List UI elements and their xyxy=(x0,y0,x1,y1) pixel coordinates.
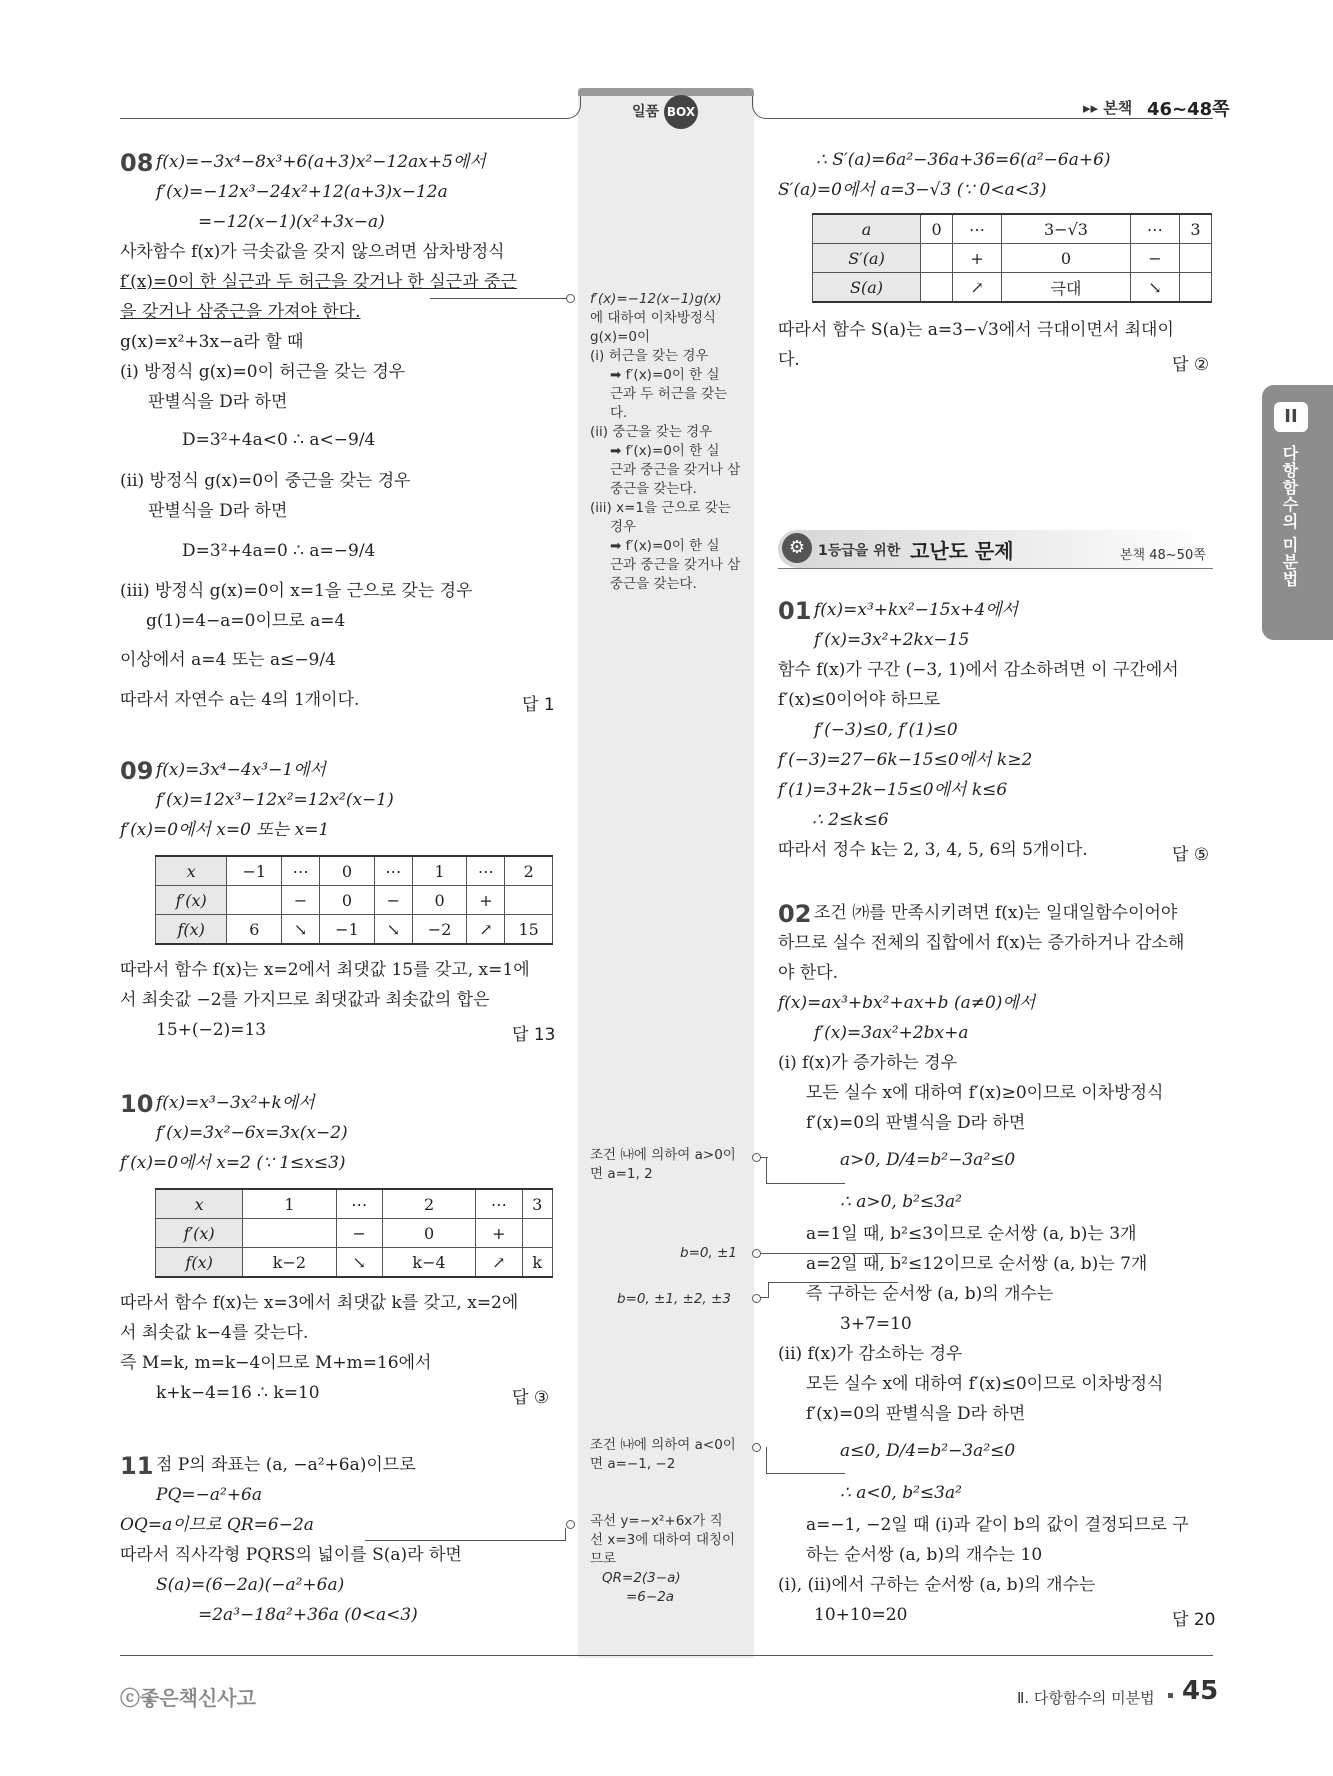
table-cell: k xyxy=(522,1248,553,1278)
table-cell: −1 xyxy=(320,915,375,945)
q01-line: f′(1)=3+2k−15≤0에서 k≤6 xyxy=(778,780,1008,800)
connector-dot xyxy=(566,1520,575,1529)
note-line: =6−2a xyxy=(626,1589,675,1605)
q02-line: f′(x)=3ax²+2bx+a xyxy=(814,1023,969,1043)
header-rule-left xyxy=(120,118,565,119)
table-cell: ↗ xyxy=(467,915,505,945)
table-cell: a xyxy=(813,214,921,244)
table-cell xyxy=(1179,273,1211,303)
p10-after-line: 즉 M=k, m=k−4이므로 M+m=16에서 xyxy=(120,1353,432,1373)
p08-line: 판별식을 D라 하면 xyxy=(148,501,288,521)
note-line: 중근을 갖는다. xyxy=(610,576,697,592)
note-line: 조건 ㈏에 의하여 a<0이 xyxy=(590,1437,736,1453)
q02-line: a=−1, −2일 때 (i)과 같이 b의 값이 결정되므로 구 xyxy=(806,1515,1189,1535)
problem-01-number: 01 xyxy=(778,597,812,625)
q02-answer: 답 20 xyxy=(1172,1610,1216,1630)
table-cell: ⋯ xyxy=(336,1189,382,1219)
s-variation-table xyxy=(812,213,1212,303)
table-cell: + xyxy=(467,886,505,915)
p08-line: (ii) 방정식 g(x)=0이 중근을 갖는 경우 xyxy=(120,471,411,491)
p08-line: D=3²+4a=0 ∴ a=−9/4 xyxy=(182,541,376,561)
q01-line: ∴ 2≤k≤6 xyxy=(812,810,889,830)
publisher-logo: ⓒ좋은책신사고 xyxy=(120,1686,256,1710)
p10-after-line: 서 최솟값 k−4를 갖는다. xyxy=(120,1323,309,1343)
table-cell: ⋯ xyxy=(476,1189,522,1219)
note-line: 면 a=1, 2 xyxy=(590,1166,653,1182)
table-cell: f′(x) xyxy=(156,886,227,915)
table-cell xyxy=(1179,244,1211,273)
note-line: 중근을 갖는다. xyxy=(610,481,697,497)
p10-after-line: 따라서 함수 f(x)는 x=3에서 최댓값 k를 갖고, x=2에 xyxy=(120,1293,519,1313)
p11-line: 점 P의 좌표는 (a, −a²+6a)이므로 xyxy=(156,1455,416,1475)
table-cell: 0 xyxy=(382,1219,475,1248)
footer-bullet xyxy=(1168,1693,1173,1698)
note-p08 xyxy=(590,290,740,594)
p09-after-line: 따라서 함수 f(x)는 x=2에서 최댓값 15를 갖고, x=1에 xyxy=(120,960,530,980)
table-cell: + xyxy=(476,1219,522,1248)
p08-line: (iii) 방정식 g(x)=0이 x=1을 근으로 갖는 경우 xyxy=(120,581,473,601)
table-cell: −2 xyxy=(412,915,467,945)
q01-line: f′(x)≤0이어야 하므로 xyxy=(778,690,940,710)
p11-line: OQ=a이므로 QR=6−2a xyxy=(120,1515,314,1535)
table-cell: ↘ xyxy=(374,915,412,945)
table-cell: 0 xyxy=(320,886,375,915)
side-column-top-bar xyxy=(578,88,754,96)
q02-line: 하는 순서쌍 (a, b)의 개수는 10 xyxy=(806,1545,1043,1565)
table-cell xyxy=(505,886,553,915)
p10-variation-table xyxy=(155,1188,553,1278)
problem-10-number: 10 xyxy=(120,1090,154,1118)
table-cell: 0 xyxy=(921,214,953,244)
table-cell xyxy=(921,244,953,273)
q02-note-connector xyxy=(766,1157,845,1184)
note-line: 곡선 y=−x²+6x가 직 xyxy=(590,1513,723,1529)
q02-line: 모든 실수 x에 대하여 f′(x)≥0이므로 이차방정식 xyxy=(806,1083,1164,1103)
connector-dot xyxy=(752,1443,761,1452)
table-cell: f′(x) xyxy=(156,1219,243,1248)
rt-line: ∴ S′(a)=6a²−36a+36=6(a²−6a+6) xyxy=(816,150,1111,170)
p09-line: f′(x)=12x³−12x²=12x²(x−1) xyxy=(156,790,394,810)
q02-line: f(x)=ax³+bx²+ax+b (a≠0)에서 xyxy=(778,993,1036,1013)
q01-line: 따라서 정수 k는 2, 3, 4, 5, 6의 5개이다. xyxy=(778,840,1088,860)
p08-line: (i) 방정식 g(x)=0이 허근을 갖는 경우 xyxy=(120,362,406,382)
note-line: b=0, ±1, ±2, ±3 xyxy=(617,1291,731,1307)
connector-dot xyxy=(566,294,575,303)
table-cell: 0 xyxy=(1001,244,1130,273)
table-cell: 0 xyxy=(320,856,375,886)
p10-line: f(x)=x³−3x²+k에서 xyxy=(156,1093,315,1113)
p11-note-connector xyxy=(365,1528,566,1541)
section-page-ref: 본책 48∼50쪽 xyxy=(1120,548,1206,563)
page-ref-range: 46∼48쪽 xyxy=(1147,99,1230,120)
note-line: (iii) x=1을 근으로 갖는 xyxy=(590,500,731,516)
p10-line: f′(x)=0에서 x=2 (∵ 1≤x≤3) xyxy=(120,1153,346,1173)
note-q02-c xyxy=(617,1290,731,1309)
q02-line: 즉 구하는 순서쌍 (a, b)의 개수는 xyxy=(806,1284,1054,1304)
problem-09-number: 09 xyxy=(120,757,154,785)
table-cell: k−4 xyxy=(382,1248,475,1278)
problem-02-number: 02 xyxy=(778,900,812,928)
q02-note-connector xyxy=(768,1282,898,1283)
q01-line: 함수 f(x)가 구간 (−3, 1)에서 감소하려면 이 구간에서 xyxy=(778,660,1179,680)
note-line: g(x)=0이 xyxy=(590,329,651,345)
p11-line: 따라서 직사각형 PQRS의 넓이를 S(a)라 하면 xyxy=(120,1545,462,1565)
p09-line: f′(x)=0에서 x=0 또는 x=1 xyxy=(120,820,330,840)
table-cell: ⋯ xyxy=(467,856,505,886)
table-cell: ↘ xyxy=(282,915,320,945)
page-number: 45 xyxy=(1182,1676,1219,1706)
q01-line: f′(−3)≤0, f′(1)≤0 xyxy=(814,720,958,740)
chapter-roman: II xyxy=(1274,402,1308,432)
rt-after-line: 따라서 함수 S(a)는 a=3−√3에서 극대이면서 최대이 xyxy=(778,320,1174,340)
table-cell: ↗ xyxy=(953,273,1002,303)
table-cell: − xyxy=(336,1219,382,1248)
q01-line: f(x)=x³+kx²−15x+4에서 xyxy=(814,600,1019,620)
header-tab-badge: BOX xyxy=(664,95,698,129)
q02-line: (ii) f(x)가 감소하는 경우 xyxy=(778,1344,963,1364)
header-rule-right xyxy=(765,118,1213,119)
q02-line: a>0, D/4=b²−3a²≤0 xyxy=(840,1150,1016,1170)
q02-line: 3+7=10 xyxy=(840,1314,912,1334)
p10-answer: 답 ③ xyxy=(512,1388,550,1408)
p11-line: =2a³−18a²+36a (0<a<3) xyxy=(198,1605,418,1625)
q01-answer: 답 ⑤ xyxy=(1172,845,1210,865)
note-line: 므로 xyxy=(590,1551,617,1567)
table-cell: 0 xyxy=(412,886,467,915)
problem-11-number: 11 xyxy=(120,1452,154,1480)
note-line: b=0, ±1 xyxy=(680,1245,737,1261)
note-line: 다. xyxy=(610,405,628,421)
table-cell: − xyxy=(282,886,320,915)
p08-line: =−12(x−1)(x²+3x−a) xyxy=(198,212,385,232)
footer-section-title: Ⅱ. 다항함수의 미분법 xyxy=(1017,1689,1155,1707)
p08-line: f(x)=−3x⁴−8x³+6(a+3)x²−12ax+5에서 xyxy=(156,152,486,172)
table-cell: ↗ xyxy=(476,1248,522,1278)
p08-line: 이상에서 a=4 또는 a≤−9/4 xyxy=(120,650,336,670)
p08-line: D=3²+4a<0 ∴ a<−9/4 xyxy=(182,430,376,450)
p08-answer: 답 1 xyxy=(522,695,555,715)
table-cell: − xyxy=(1131,244,1180,273)
note-line: 면 a=−1, −2 xyxy=(590,1456,676,1472)
table-cell: 2 xyxy=(505,856,553,886)
table-cell: 1 xyxy=(243,1189,336,1219)
q02-line: a=1일 때, b²≤3이므로 순서쌍 (a, b)는 3개 xyxy=(806,1224,1137,1244)
footer-rule xyxy=(120,1655,1213,1656)
note-line: ➡ f′(x)=0이 한 실 xyxy=(610,538,720,554)
p08-line: g(1)=4−a=0이므로 a=4 xyxy=(146,611,346,631)
section-label-small: 1등급을 위한 xyxy=(818,543,901,559)
note-line: (i) 허근을 갖는 경우 xyxy=(590,348,709,364)
rt-line: S′(a)=0에서 a=3−√3 (∵ 0<a<3) xyxy=(778,180,1047,200)
rt-after-line: 다. xyxy=(778,350,800,370)
section-title: 고난도 문제 xyxy=(910,539,1014,563)
table-cell: 3−√3 xyxy=(1001,214,1130,244)
p10-after-line: k+k−4=16 ∴ k=10 xyxy=(156,1383,320,1403)
p08-line: 을 갖거나 삼중근을 가져야 한다. xyxy=(120,302,361,322)
p11-line: PQ=−a²+6a xyxy=(156,1485,263,1505)
q02-line: ∴ a>0, b²≤3a² xyxy=(840,1192,962,1212)
table-cell: k−2 xyxy=(243,1248,336,1278)
p09-after-line: 15+(−2)=13 xyxy=(156,1020,267,1040)
p08-line: f′(x)=0이 한 실근과 두 허근을 갖거나 한 실근과 중근 xyxy=(120,272,517,292)
rt-answer: 답 ② xyxy=(1172,355,1210,375)
note-q02-a xyxy=(590,1146,736,1184)
q02-note-connector xyxy=(766,1447,845,1474)
note-line: (ii) 중근을 갖는 경우 xyxy=(590,424,713,440)
note-q02-b xyxy=(680,1244,737,1263)
p10-line: f′(x)=3x²−6x=3x(x−2) xyxy=(156,1123,348,1143)
section-header-rule xyxy=(778,568,1213,569)
table-cell: 6 xyxy=(227,915,282,945)
table-cell: ⋯ xyxy=(374,856,412,886)
table-cell: f(x) xyxy=(156,915,227,945)
table-cell: x xyxy=(156,856,227,886)
note-line: ➡ f′(x)=0이 한 실 xyxy=(610,443,720,459)
chapter-title: 다항함수의 미분법 xyxy=(1280,445,1299,588)
table-cell: 15 xyxy=(505,915,553,945)
table-cell: ⋯ xyxy=(1131,214,1180,244)
table-cell: 2 xyxy=(382,1189,475,1219)
header-tab-label: 일품 xyxy=(632,104,660,120)
note-line: 근과 두 허근을 갖는 xyxy=(610,386,728,402)
q02-line: 조건 ㈎를 만족시키려면 f(x)는 일대일함수이어야 xyxy=(814,903,1178,923)
note-line: 근과 중근을 갖거나 삼 xyxy=(610,557,741,573)
p09-variation-table xyxy=(155,855,553,945)
table-cell: f(x) xyxy=(156,1248,243,1278)
note-line: f′(x)=−12(x−1)g(x) xyxy=(590,291,722,307)
note-line: 에 대하여 이차방정식 xyxy=(590,310,716,326)
p09-after-line: 서 최솟값 −2를 가지므로 최댓값과 최솟값의 합은 xyxy=(120,990,490,1010)
note-line: 조건 ㈏에 의하여 a>0이 xyxy=(590,1147,736,1163)
table-cell: S(a) xyxy=(813,273,921,303)
p08-line: g(x)=x²+3x−a라 할 때 xyxy=(120,332,304,352)
q01-line: f′(x)=3x²+2kx−15 xyxy=(814,630,970,650)
q02-line: f′(x)=0의 판별식을 D라 하면 xyxy=(806,1404,1026,1424)
tab-curve-right xyxy=(752,96,773,119)
table-cell: 극대 xyxy=(1001,273,1130,303)
table-cell: S′(a) xyxy=(813,244,921,273)
note-q02-d xyxy=(590,1436,736,1474)
problem-08-number: 08 xyxy=(120,149,154,177)
table-cell xyxy=(227,886,282,915)
q02-line: (i), (ii)에서 구하는 순서쌍 (a, b)의 개수는 xyxy=(778,1575,1096,1595)
table-cell: ⋯ xyxy=(282,856,320,886)
p08-line: 따라서 자연수 a는 4의 1개이다. xyxy=(120,690,360,710)
table-cell: − xyxy=(374,886,412,915)
q02-line: 하므로 실수 전체의 집합에서 f(x)는 증가하거나 감소해 xyxy=(778,933,1185,953)
p09-line: f(x)=3x⁴−4x³−1에서 xyxy=(156,760,326,780)
table-cell: ↘ xyxy=(336,1248,382,1278)
note-line: QR=2(3−a) xyxy=(602,1570,681,1586)
q02-line: 야 한다. xyxy=(778,963,839,983)
q02-line: a≤0, D/4=b²−3a²≤0 xyxy=(840,1441,1016,1461)
table-cell: x xyxy=(156,1189,243,1219)
p08-line: 사차함수 f(x)가 극솟값을 갖지 않으려면 삼차방정식 xyxy=(120,242,505,262)
q02-line: (i) f(x)가 증가하는 경우 xyxy=(778,1053,958,1073)
q02-line: ∴ a<0, b²≤3a² xyxy=(840,1483,962,1503)
table-cell xyxy=(522,1219,553,1248)
table-cell: 3 xyxy=(522,1189,553,1219)
p08-note-connector xyxy=(430,298,570,299)
table-cell: 1 xyxy=(412,856,467,886)
note-line: 근과 중근을 갖거나 삼 xyxy=(610,462,741,478)
table-cell xyxy=(243,1219,336,1248)
page-ref-prefix: ▸▸ 본책 xyxy=(1083,99,1133,117)
table-cell xyxy=(921,273,953,303)
p11-line: S(a)=(6−2a)(−a²+6a) xyxy=(156,1575,345,1595)
q02-note-connector xyxy=(760,1282,769,1298)
note-line: ➡ f′(x)=0이 한 실 xyxy=(610,367,720,383)
note-line: 선 x=3에 대하여 대칭이 xyxy=(590,1532,736,1548)
q02-line: f′(x)=0의 판별식을 D라 하면 xyxy=(806,1113,1026,1133)
q02-line: 10+10=20 xyxy=(814,1605,908,1625)
table-cell: −1 xyxy=(227,856,282,886)
note-line: 경우 xyxy=(610,519,637,535)
q02-line: 모든 실수 x에 대하여 f′(x)≤0이므로 이차방정식 xyxy=(806,1374,1164,1394)
table-cell: ↘ xyxy=(1131,273,1180,303)
q01-line: f′(−3)=27−6k−15≤0에서 k≥2 xyxy=(778,750,1033,770)
table-cell: ⋯ xyxy=(953,214,1002,244)
p08-line: f′(x)=−12x³−24x²+12(a+3)x−12a xyxy=(156,182,448,202)
table-cell: + xyxy=(953,244,1002,273)
note-p11 xyxy=(590,1512,735,1607)
q02-line: a=2일 때, b²≤12이므로 순서쌍 (a, b)는 7개 xyxy=(806,1254,1148,1274)
p09-answer: 답 13 xyxy=(512,1025,556,1045)
gear-icon: ⚙ xyxy=(782,533,812,563)
p08-line: 판별식을 D라 하면 xyxy=(148,392,288,412)
table-cell: 3 xyxy=(1179,214,1211,244)
